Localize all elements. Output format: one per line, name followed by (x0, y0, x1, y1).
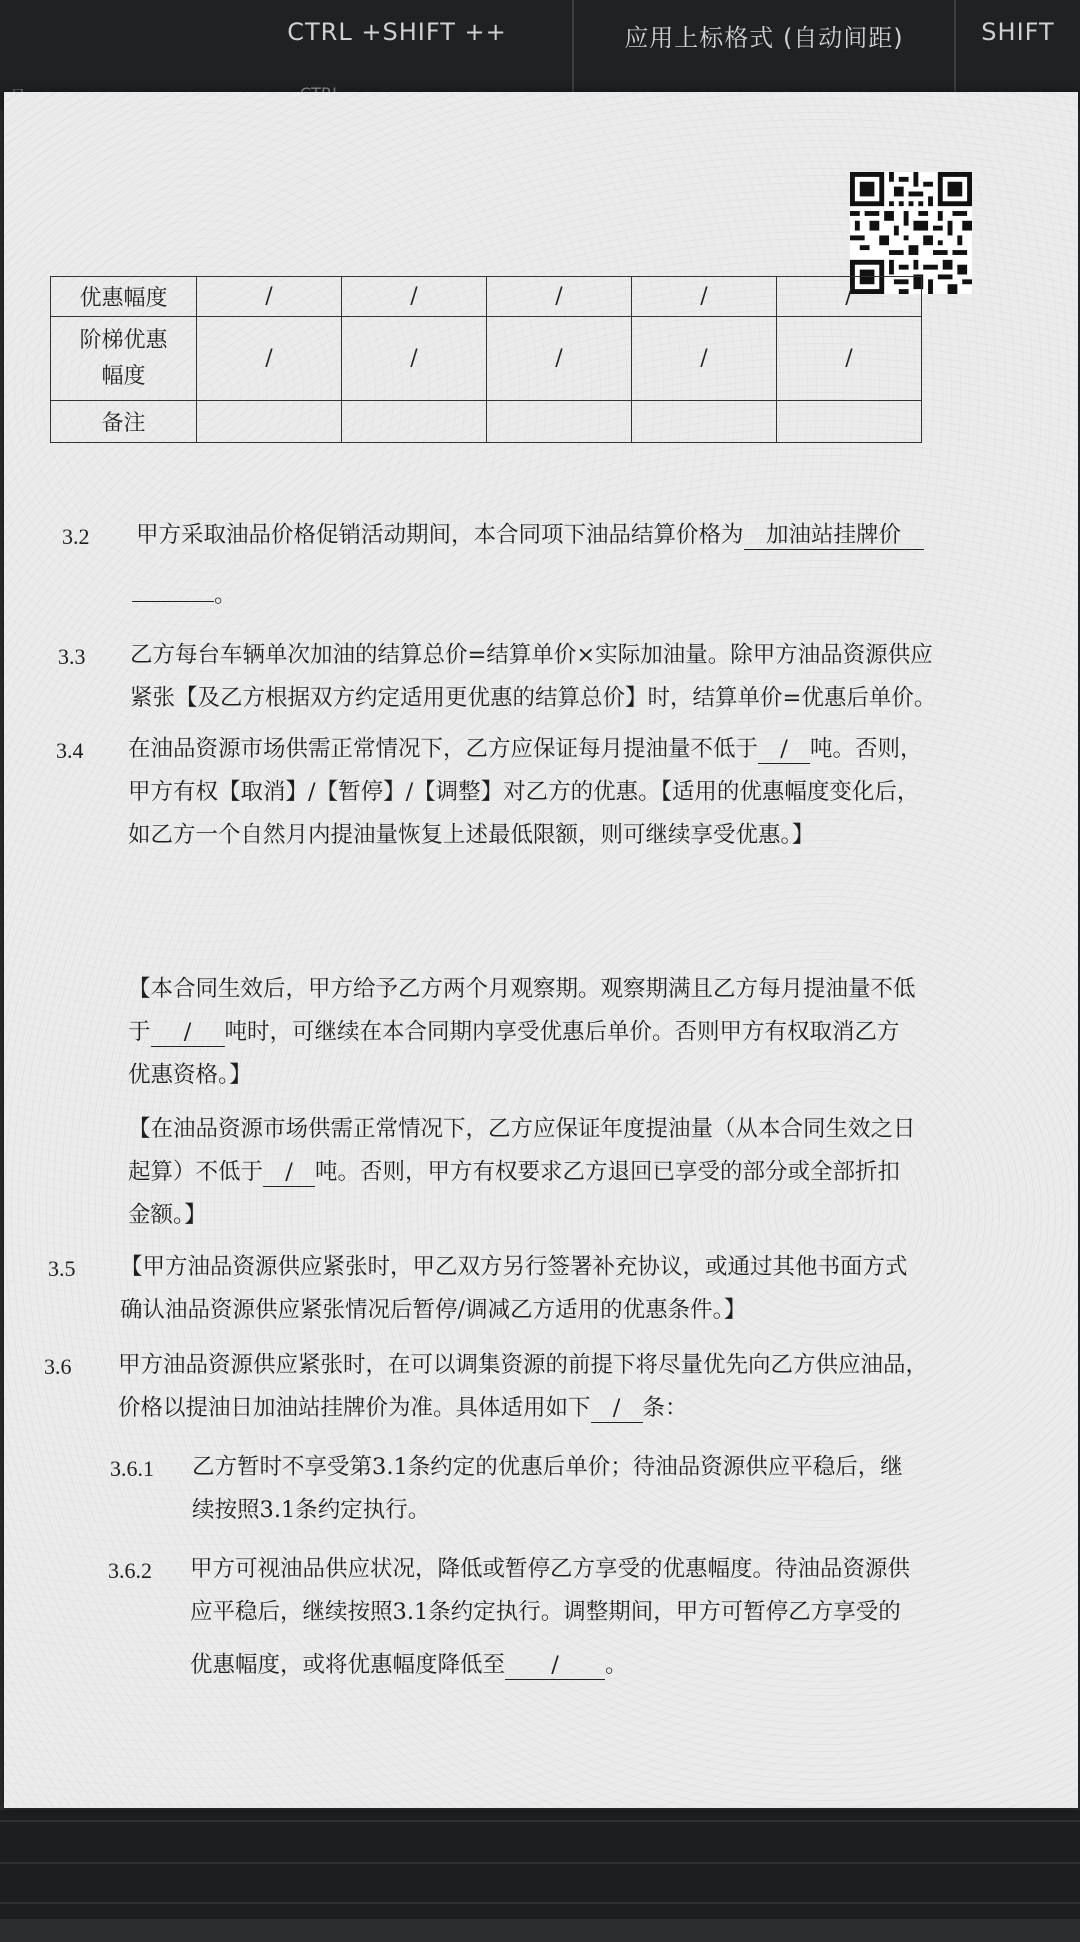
clause-number: 3.5 (48, 1256, 76, 1281)
keyboard-key-ctrl-shift-plus: CTRL +SHIFT ++ (222, 0, 574, 95)
table-cell: / (197, 277, 342, 317)
table-cell: / (777, 317, 922, 401)
table-cell (197, 401, 342, 443)
fill-in-blank: / (505, 1651, 605, 1680)
clause-3-2: 甲方采取油品价格促销活动期间，本合同项下油品结算价格为 加油站挂牌价 (136, 514, 924, 557)
table-row-discount (51, 277, 922, 317)
fill-in-blank-empty (132, 601, 214, 602)
table-row-tiered-discount (51, 317, 922, 401)
table-cell: / (487, 277, 632, 317)
clause-3-6: 甲方油品资源供应紧张时，在可以调集资源的前提下将尽量优先向乙方供应油品， 价格以提油日加油站挂牌价为准。具体适用如下 / 条： (118, 1352, 929, 1421)
table-cell: / (342, 277, 487, 317)
clause-3-5: 【甲方油品资源供应紧张时，甲乙双方另行签署补充协议，或通过其他书面方式 确认油品资源供应紧张情况后暂停/调减乙方适用的优惠条件。】 (120, 1254, 908, 1323)
discount-table (50, 276, 922, 443)
keyboard-key-superscript: 应用上标格式 (自动间距) (574, 0, 956, 95)
table-cell (777, 401, 922, 443)
clause-number: 3.3 (58, 644, 86, 669)
table-cell: / (342, 317, 487, 401)
fill-in-blank: / (758, 735, 810, 764)
clause-number: 3.6 (44, 1354, 72, 1379)
fill-in-blank: / (591, 1394, 643, 1423)
clause-number: 3.6.1 (110, 1456, 154, 1481)
clause-3-4: 在油品资源市场供需正常情况下，乙方应保证每月提油量不低于 / 吨。否则， 甲方有权【取消】/【暂停】/【调整】对乙方的优惠。【适用的优惠幅度变化后， 如乙方一个自然月内提油量恢复上述最低限额，则可继续享受优惠。】 (128, 736, 923, 848)
fill-in-blank: / (151, 1018, 225, 1047)
clause-3-2-cont: 。 (132, 574, 237, 617)
table-row-label: 备注 (51, 401, 197, 443)
clause-number: 3.4 (56, 738, 84, 763)
table-row-remarks (51, 401, 922, 443)
table-row-label: 阶梯优惠 幅度 (51, 317, 197, 401)
keyboard-bottom (0, 1810, 1080, 1919)
table-cell (342, 401, 487, 443)
table-cell: / (632, 277, 777, 317)
clause-number: 3.6.2 (108, 1558, 152, 1583)
table-cell: / (777, 277, 922, 317)
clause-3-4-observation: 【本合同生效后，甲方给予乙方两个月观察期。观察期满且乙方每月提油量不低 于 / 吨时，可继续在本合同期内享受优惠后单价。否则甲方有权取消乙方 优惠资格。】 (128, 976, 916, 1088)
table-cell: / (197, 317, 342, 401)
clause-number: 3.2 (62, 524, 90, 549)
keyboard-key-shift: SHIFT (981, 18, 1055, 46)
clause-3-4-annual: 【在油品资源市场供需正常情况下，乙方应保证年度提油量（从本合同生效之日 起算）不低于 / 吨。否则，甲方有权要求乙方退回已享受的部分或全部折扣 金额。】 (128, 1116, 916, 1228)
clause-3-6-1: 乙方暂时不享受第3.1条约定的优惠后单价；待油品资源供应平稳后，继 续按照3.1条约定执行。 (192, 1454, 903, 1523)
table-row-label: 优惠幅度 (51, 277, 197, 317)
table-cell: / (632, 317, 777, 401)
fill-in-blank: 加油站挂牌价 (744, 521, 924, 550)
clause-3-3: 乙方每台车辆单次加油的结算总价=结算单价×实际加油量。除甲方油品资源供应 紧张【及乙方根据双方约定适用更优惠的结算总价】时，结算单价=优惠后单价。 (130, 642, 937, 711)
table-cell (487, 401, 632, 443)
table-cell (632, 401, 777, 443)
fill-in-blank: / (263, 1158, 315, 1187)
contract-page (4, 92, 1078, 1808)
table-cell: / (487, 317, 632, 401)
clause-3-6-2: 甲方可视油品供应状况，降低或暂停乙方享受的优惠幅度。待油品资源供 应平稳后，继续按照3.1条约定执行。调整期间，甲方可暂停乙方享受的 优惠幅度，或将优惠幅度降低至 / 。 (190, 1556, 911, 1678)
